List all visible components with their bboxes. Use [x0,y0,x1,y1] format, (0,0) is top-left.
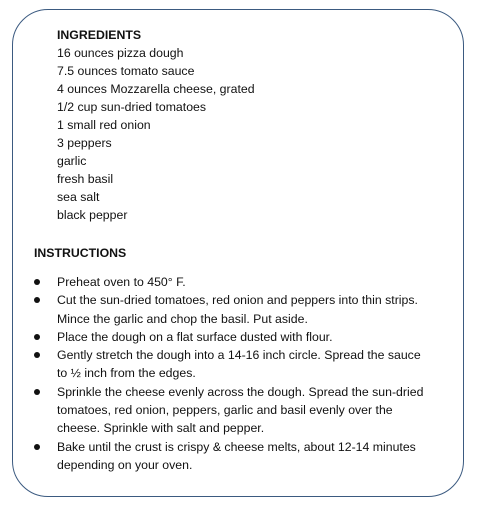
step-line: to ½ inch from the edges. [57,366,196,381]
instructions-section [34,244,454,472]
step-line: Cut the sun-dried tomatoes, red onion and peppers into thin strips. [57,293,418,308]
step-line: Mince the garlic and chop the basil. Put aside. [57,311,308,326]
ingredients-heading: INGREDIENTS [57,28,142,42]
ingredients-section [57,26,457,224]
ingredient-item: 3 peppers [57,136,112,150]
instruction-step [34,291,454,328]
bullet-icon [34,334,40,340]
ingredient-item: 4 ounces Mozzarella cheese, grated [57,82,255,96]
step-line: Preheat oven to 450° F. [57,275,186,289]
ingredient-item: 1 small red onion [57,118,151,132]
instruction-step [34,438,454,475]
instruction-step [34,346,454,383]
step-line: tomatoes, red onion, peppers, garlic and basil evenly over the [57,403,393,418]
instructions-heading: INSTRUCTIONS [34,246,127,260]
instruction-step [34,328,454,346]
ingredient-item: garlic [57,154,87,168]
instruction-step [34,383,454,438]
ingredient-item: sea salt [57,190,100,204]
bullet-icon [34,279,40,285]
instruction-step [34,273,454,291]
instructions-list [34,273,454,474]
ingredient-item: 16 ounces pizza dough [57,46,184,60]
step-line: Sprinkle the cheese evenly across the dough. Spread the sun-dried [57,384,424,399]
bullet-icon [34,297,40,303]
step-line: Place the dough on a flat surface dusted with flour. [57,329,333,344]
bullet-icon [34,444,40,450]
ingredient-item: black pepper [57,208,128,222]
step-line: Bake until the crust is crispy & cheese melts, about 12-14 minutes [57,439,416,454]
step-line: Gently stretch the dough into a 14-16 inch circle. Spread the sauce [57,348,421,363]
ingredient-item: 1/2 cup sun-dried tomatoes [57,100,207,114]
step-line: cheese. Sprinkle with salt and pepper. [57,421,265,436]
step-line: depending on your oven. [57,457,193,472]
ingredient-item: fresh basil [57,172,114,186]
ingredient-item: 7.5 ounces tomato sauce [57,64,195,78]
bullet-icon [34,352,40,358]
ingredients-list [57,44,457,224]
bullet-icon [34,389,40,395]
